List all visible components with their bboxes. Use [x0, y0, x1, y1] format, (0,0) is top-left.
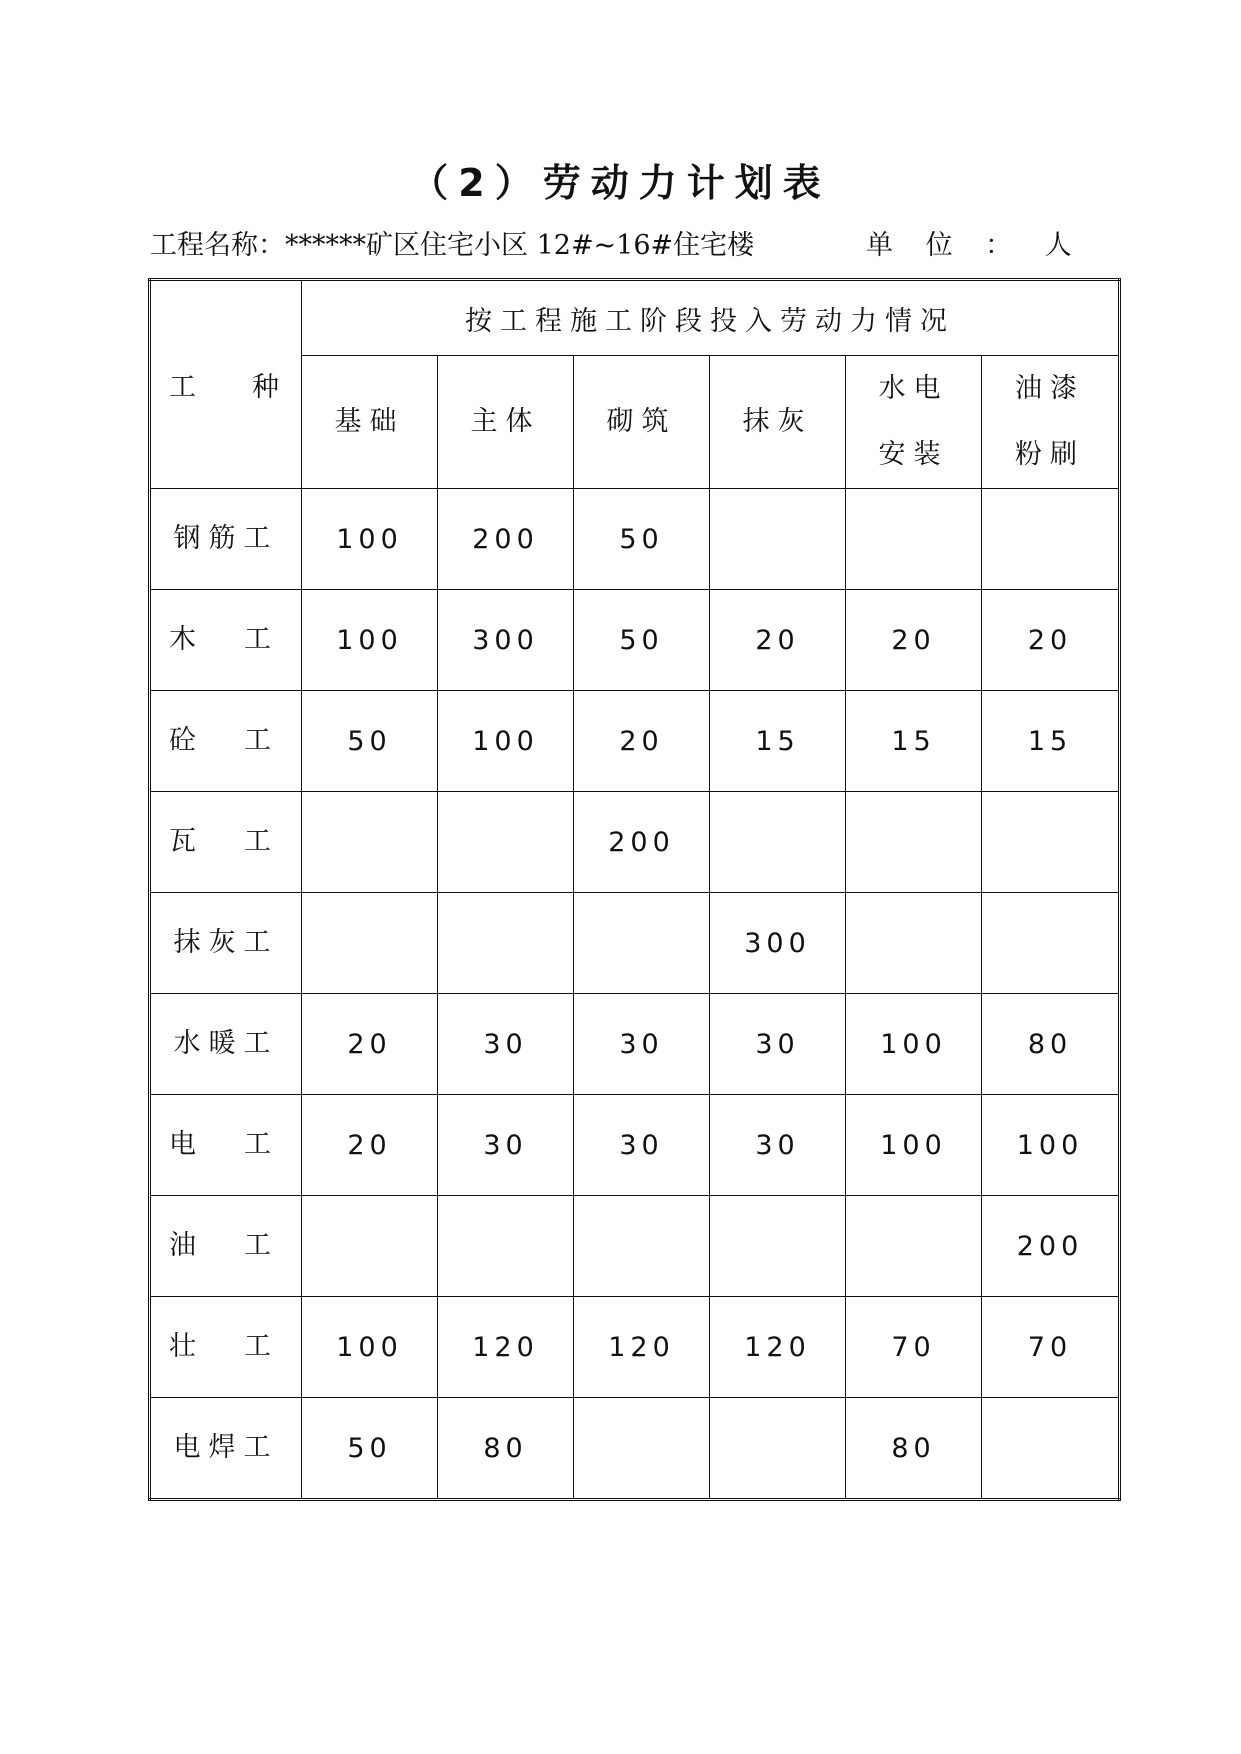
value-cell: 30 — [574, 994, 710, 1095]
table-body — [150, 280, 1120, 1500]
value-cell — [710, 1196, 846, 1297]
header-row — [150, 280, 1120, 356]
value-cell — [302, 893, 438, 994]
trade-header — [151, 365, 301, 404]
table-row — [150, 1297, 1120, 1398]
value-cell — [846, 893, 982, 994]
value-cell: 50 — [302, 1398, 438, 1500]
table-row — [150, 1398, 1120, 1500]
value-cell: 80 — [982, 994, 1120, 1095]
trade-label — [151, 809, 301, 875]
page-title: （2）劳动力计划表 — [410, 161, 831, 205]
value-cell — [710, 1398, 846, 1500]
value-cell: 30 — [710, 1095, 846, 1196]
value-cell: 30 — [438, 994, 574, 1095]
value-cell: 50 — [574, 590, 710, 691]
value-cell: 30 — [574, 1095, 710, 1196]
trade-label — [151, 1213, 301, 1279]
trade-cell — [150, 1297, 302, 1398]
trade-label-char: 工 — [244, 1129, 279, 1160]
stage-label-line2: 粉刷 — [1015, 439, 1085, 470]
trade-label-char: 壮 — [169, 1331, 204, 1362]
trade-cell — [150, 590, 302, 691]
stage-label: 抹灰 — [742, 406, 813, 437]
trade-label-char: 工 — [244, 1230, 279, 1261]
value-cell — [574, 1196, 710, 1297]
table-row — [150, 1196, 1120, 1297]
value-cell: 15 — [710, 691, 846, 792]
stage-header-cell — [982, 356, 1120, 489]
trade-label: 电焊工 — [173, 1432, 279, 1463]
value-cell — [438, 792, 574, 893]
unit-label: 单 位 ： 人 — [866, 230, 1084, 261]
stage-label: 砌筑 — [606, 406, 677, 437]
value-cell — [438, 1196, 574, 1297]
value-cell: 100 — [846, 1095, 982, 1196]
value-cell — [574, 1398, 710, 1500]
table-row — [150, 893, 1120, 994]
value-cell: 20 — [982, 590, 1120, 691]
project-name: 工程名称：******矿区住宅小区 12#~16#住宅楼 — [150, 230, 755, 261]
table-row — [150, 691, 1120, 792]
trade-cell — [150, 792, 302, 893]
value-cell: 20 — [302, 1095, 438, 1196]
table-row — [150, 792, 1120, 893]
value-cell: 20 — [302, 994, 438, 1095]
value-cell — [574, 893, 710, 994]
trade-label: 钢筋工 — [173, 523, 279, 554]
trade-label-char: 电 — [169, 1129, 204, 1160]
value-cell: 120 — [574, 1297, 710, 1398]
value-cell — [710, 489, 846, 590]
trade-cell — [150, 1095, 302, 1196]
value-cell: 300 — [710, 893, 846, 994]
stage-label: 基础 — [334, 406, 405, 437]
trade-header-char: 工 — [169, 372, 196, 403]
value-cell: 100 — [982, 1095, 1120, 1196]
labor-plan-table — [148, 278, 1121, 1501]
value-cell: 70 — [846, 1297, 982, 1398]
stage-label: 油漆 — [1015, 373, 1085, 404]
stage-group-header: 按工程施工阶段投入劳动力情况 — [302, 280, 1120, 356]
value-cell — [846, 792, 982, 893]
value-cell: 100 — [302, 1297, 438, 1398]
trade-label: 抹灰工 — [173, 927, 279, 958]
trade-cell — [150, 489, 302, 590]
trade-header-char: 种 — [252, 372, 279, 403]
value-cell: 30 — [438, 1095, 574, 1196]
trade-label — [151, 1112, 301, 1178]
value-cell: 30 — [710, 994, 846, 1095]
value-cell: 100 — [438, 691, 574, 792]
value-cell — [846, 489, 982, 590]
trade-label — [151, 607, 301, 673]
value-cell — [982, 489, 1120, 590]
trade-label-char: 工 — [244, 624, 279, 655]
value-cell: 50 — [574, 489, 710, 590]
value-cell: 80 — [846, 1398, 982, 1500]
trade-label-char: 油 — [169, 1230, 204, 1261]
stage-header-cell — [302, 356, 438, 489]
value-cell: 50 — [302, 691, 438, 792]
trade-cell — [150, 691, 302, 792]
value-cell: 200 — [982, 1196, 1120, 1297]
stage-header-cell — [710, 356, 846, 489]
value-cell: 20 — [574, 691, 710, 792]
trade-label-char: 工 — [244, 826, 279, 857]
value-cell — [710, 792, 846, 893]
value-cell: 120 — [438, 1297, 574, 1398]
value-cell: 80 — [438, 1398, 574, 1500]
trade-label-char: 木 — [169, 624, 204, 655]
value-cell: 200 — [438, 489, 574, 590]
value-cell — [846, 1196, 982, 1297]
stage-header-cell — [846, 356, 982, 489]
value-cell — [982, 893, 1120, 994]
trade-label-char: 工 — [244, 725, 279, 756]
table-row — [150, 590, 1120, 691]
value-cell — [982, 1398, 1120, 1500]
stage-header-cell — [574, 356, 710, 489]
trade-label-char: 瓦 — [169, 826, 204, 857]
trade-cell — [150, 994, 302, 1095]
value-cell: 100 — [846, 994, 982, 1095]
trade-cell — [150, 1196, 302, 1297]
trade-label-char: 砼 — [169, 725, 204, 756]
value-cell: 300 — [438, 590, 574, 691]
value-cell: 120 — [710, 1297, 846, 1398]
value-cell: 70 — [982, 1297, 1120, 1398]
table-row — [150, 1095, 1120, 1196]
stage-header-cell — [438, 356, 574, 489]
trade-label-char: 工 — [244, 1331, 279, 1362]
trade-label — [151, 708, 301, 774]
trade-cell — [150, 1398, 302, 1500]
trade-cell — [150, 893, 302, 994]
value-cell: 20 — [710, 590, 846, 691]
value-cell: 100 — [302, 489, 438, 590]
value-cell — [302, 1196, 438, 1297]
table-row — [150, 489, 1120, 590]
value-cell — [302, 792, 438, 893]
trade-label — [151, 1314, 301, 1380]
trade-header-cell — [150, 280, 302, 489]
stage-label: 水电 — [878, 373, 949, 404]
value-cell: 200 — [574, 792, 710, 893]
value-cell: 15 — [846, 691, 982, 792]
value-cell — [438, 893, 574, 994]
value-cell: 15 — [982, 691, 1120, 792]
stage-label-line2: 安装 — [878, 439, 949, 470]
value-cell: 20 — [846, 590, 982, 691]
table-row — [150, 994, 1120, 1095]
value-cell — [982, 792, 1120, 893]
value-cell: 100 — [302, 590, 438, 691]
stage-label: 主体 — [470, 406, 541, 437]
trade-label: 水暖工 — [173, 1028, 279, 1059]
